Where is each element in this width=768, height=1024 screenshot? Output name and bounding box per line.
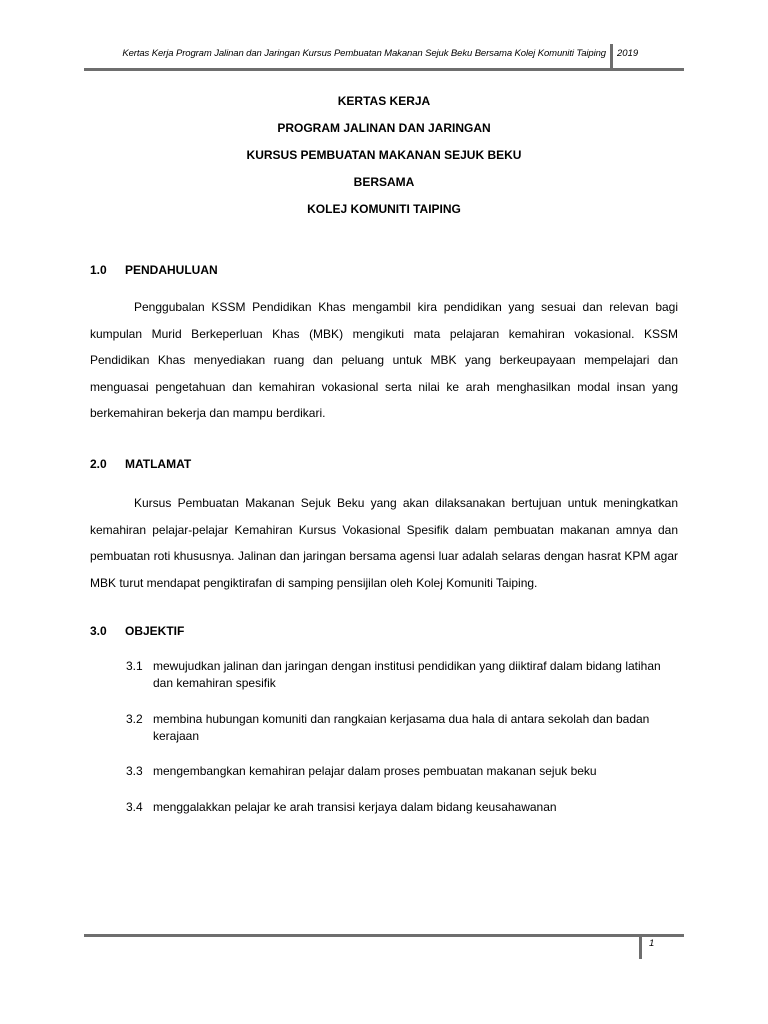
- header-divider: [610, 44, 613, 68]
- title-line: KOLEJ KOMUNITI TAIPING: [307, 202, 461, 216]
- section-number: 3.0: [90, 624, 107, 638]
- list-item: [126, 658, 678, 692]
- list-item-number: 3.3: [126, 764, 143, 778]
- list-item-text: menggalakkan pelajar ke arah transisi kerjaya dalam bidang keusahawanan: [153, 800, 557, 814]
- list-item-number: 3.1: [126, 659, 143, 673]
- section-title: PENDAHULUAN: [125, 263, 218, 277]
- section-title: OBJEKTIF: [125, 624, 185, 638]
- running-header: [84, 44, 684, 68]
- header-year: 2019: [617, 48, 639, 59]
- paragraph-pendahuluan: Penggubalan KSSM Pendidikan Khas mengambil kira pendidikan yang sesuai dan relevan bagi kumpulan Murid Berkeperluan Khas (MBK) mengikuti mata pelajaran kemahiran vokasional. KSSM Pendidikan Khas menyediakan ruang dan peluang untuk MBK yang berkeupayaan mempelajari dan menguasai pengetahuan dan kemahiran vokasional serta nilai ke arah menghasilkan modal insan yang berkemahiran bekerja dan mampu berdikari.: [90, 300, 678, 420]
- section-heading-objektif: [90, 624, 184, 638]
- section-number: 2.0: [90, 457, 107, 471]
- title-line: KURSUS PEMBUATAN MAKANAN SEJUK BEKU: [246, 148, 522, 162]
- list-item-text: mewujudkan jalinan dan jaringan dengan institusi pendidikan yang diiktiraf dalam bidang latihan dan kemahiran spesifik: [153, 659, 661, 690]
- list-item-number: 3.4: [126, 800, 143, 814]
- footer-divider: [639, 934, 642, 959]
- section-number: 1.0: [90, 263, 107, 277]
- title-line: KERTAS KERJA: [337, 94, 431, 108]
- title-line: BERSAMA: [353, 175, 415, 189]
- list-item-text: membina hubungan komuniti dan rangkaian kerjasama dua hala di antara sekolah dan badan kerajaan: [153, 712, 650, 743]
- list-item: [126, 711, 678, 745]
- footer-rule: [84, 934, 684, 937]
- page-number: 1: [649, 938, 655, 949]
- list-item-number: 3.2: [126, 712, 143, 726]
- list-item: [126, 799, 678, 816]
- paragraph-matlamat: Kursus Pembuatan Makanan Sejuk Beku yang akan dilaksanakan bertujuan untuk meningkatkan kemahiran pelajar-pelajar Kemahiran Kursus Vokasional Spesifik dalam pembuatan makanan amnya dan pembuatan roti khususnya. Jalinan dan jaringan bersama agensi luar adalah selaras dengan hasrat KPM agar MBK turut mendapat pengiktirafan di samping pensijilan oleh Kolej Komuniti Taiping.: [90, 496, 678, 590]
- list-item-text: mengembangkan kemahiran pelajar dalam proses pembuatan makanan sejuk beku: [153, 764, 597, 778]
- document-title: [84, 88, 684, 223]
- header-rule: [84, 68, 684, 71]
- title-line: PROGRAM JALINAN DAN JARINGAN: [277, 121, 491, 135]
- section-heading-pendahuluan: [90, 263, 218, 277]
- list-item: [126, 763, 678, 780]
- section-heading-matlamat: [90, 457, 191, 471]
- header-title: Kertas Kerja Program Jalinan dan Jaringan Kursus Pembuatan Makanan Sejuk Beku Bersama Kolej Komuniti Taiping: [122, 48, 606, 59]
- section-title: MATLAMAT: [125, 457, 192, 471]
